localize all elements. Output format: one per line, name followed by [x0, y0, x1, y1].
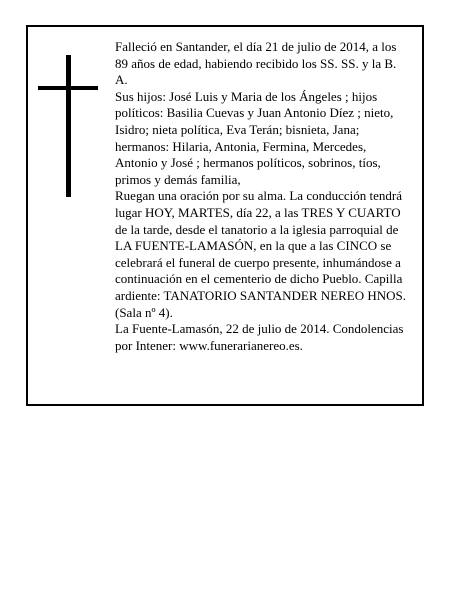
cross-vertical-bar: [66, 55, 71, 197]
obituary-text: [115, 39, 411, 354]
cross-horizontal-bar: [38, 86, 98, 90]
place-date-condolences-paragraph: La Fuente-Lamasón, 22 de julio de 2014. Condolencias por Intener: www.funerarianereo.es.: [115, 321, 404, 353]
death-announcement-paragraph: Falleció en Santander, el día 21 de julio de 2014, a los 89 años de edad, habiendo recibido los SS. SS. y la B. A.: [115, 39, 397, 88]
funeral-details-paragraph: Ruegan una oración por su alma. La conducción tendrá lugar HOY, MARTES, día 22, a las TRES Y CUARTO de la tarde, desde el tanatorio a la iglesia parroquial de LA FUENTE-LAMASÓN, en la que a las CINCO se celebrará el funeral de cuerpo presente, inhumándose a continuación en el cementerio de dicho Pueblo. Capilla ardiente: TANATORIO SANTANDER NEREO HNOS. (Sala nº 4).: [115, 188, 407, 320]
family-paragraph: Sus hijos: José Luis y Maria de los Ángeles ; hijos políticos: Basilia Cuevas y Juan Antonio Díez ; nieto, Isidro; nieta política, Eva Terán; bisnieta, Jana; hermanos: Hilaria, Antonia, Fermina, Mercedes, Antonio y José ; hermanos políticos, sobrinos, tíos, primos y demás familia,: [115, 88, 394, 187]
obituary-notice: [26, 25, 424, 406]
cross-icon: [38, 55, 98, 197]
